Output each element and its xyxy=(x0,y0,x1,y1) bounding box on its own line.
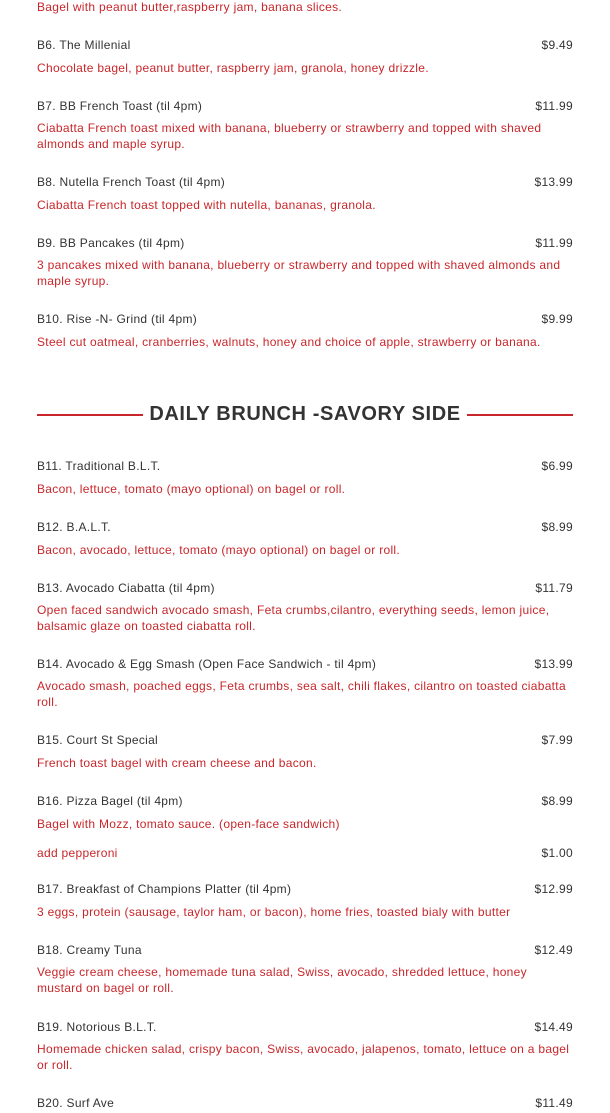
addon-pepperoni[interactable] xyxy=(37,846,573,860)
item-name: B12. B.A.L.T. xyxy=(37,520,111,534)
item-price: $11.79 xyxy=(535,581,573,595)
menu-item-b20[interactable] xyxy=(37,1096,573,1110)
item-description: Avocado smash, poached eggs, Feta crumbs, sea salt, chili flakes, cilantro on toasted ciabatta roll. xyxy=(37,679,566,709)
item-name: B9. BB Pancakes (til 4pm) xyxy=(37,236,185,250)
item-price: $14.49 xyxy=(534,1020,573,1034)
item-description: Homemade chicken salad, crispy bacon, Swiss, avocado, jalapenos, tomato, lettuce on a bagel or roll. xyxy=(37,1042,570,1072)
item-name: B19. Notorious B.L.T. xyxy=(37,1020,157,1034)
item-description: Chocolate bagel, peanut butter, raspberry jam, granola, honey drizzle. xyxy=(37,61,429,75)
menu-item-b17[interactable] xyxy=(37,882,573,921)
item-description: Bacon, lettuce, tomato (mayo optional) on bagel or roll. xyxy=(37,482,346,496)
menu-item-b9[interactable] xyxy=(37,236,573,289)
item-name: B8. Nutella French Toast (til 4pm) xyxy=(37,175,226,189)
item-price: $8.99 xyxy=(541,794,573,808)
item-name: B14. Avocado & Egg Smash (Open Face Sandwich - til 4pm) xyxy=(37,657,377,671)
item-price: $11.49 xyxy=(535,1096,573,1110)
menu-item-b11[interactable] xyxy=(37,459,573,498)
item-description: Bacon, avocado, lettuce, tomato (mayo optional) on bagel or roll. xyxy=(37,543,401,557)
menu-item-b18[interactable] xyxy=(37,943,573,996)
menu-item-b19[interactable] xyxy=(37,1020,573,1073)
item-description: Ciabatta French toast mixed with banana, blueberry or strawberry and topped with shaved almonds and maple syrup. xyxy=(37,121,542,151)
item-price: $12.49 xyxy=(534,943,573,957)
menu-item-b6[interactable] xyxy=(37,38,573,77)
item-name: B18. Creamy Tuna xyxy=(37,943,142,957)
item-name: B11. Traditional B.L.T. xyxy=(37,459,161,473)
item-price: $9.49 xyxy=(541,38,573,52)
item-description: French toast bagel with cream cheese and bacon. xyxy=(37,756,317,770)
section-divider-left xyxy=(37,414,143,416)
item-price: $9.99 xyxy=(541,312,573,326)
item-description: Open faced sandwich avocado smash, Feta crumbs,cilantro, everything seeds, lemon juice, balsamic glaze on toasted ciabatta roll. xyxy=(37,603,550,633)
menu-item-b14[interactable] xyxy=(37,657,573,710)
section-divider-right xyxy=(467,414,573,416)
item-name: B10. Rise -N- Grind (til 4pm) xyxy=(37,312,198,326)
item-price: $12.99 xyxy=(534,882,573,896)
item-name: B17. Breakfast of Champions Platter (til 4pm) xyxy=(37,882,292,896)
item-price: $7.99 xyxy=(541,733,573,747)
item-description: Bagel with peanut butter,raspberry jam, banana slices. xyxy=(37,0,343,14)
item-name: B20. Surf Ave xyxy=(37,1096,115,1110)
addon-price: $1.00 xyxy=(541,846,573,860)
item-price: $8.99 xyxy=(541,520,573,534)
item-description: Ciabatta French toast topped with nutella, bananas, granola. xyxy=(37,198,376,212)
item-price: $13.99 xyxy=(534,175,573,189)
section-header-savory xyxy=(37,403,573,426)
addon-label: add pepperoni xyxy=(37,846,118,860)
item-description: 3 eggs, protein (sausage, taylor ham, or bacon), home fries, toasted bialy with butter xyxy=(37,905,511,919)
item-price: $11.99 xyxy=(535,236,573,250)
item-price: $11.99 xyxy=(535,99,573,113)
menu-item-b13[interactable] xyxy=(37,581,573,634)
menu-item-b12[interactable] xyxy=(37,520,573,559)
item-name: B16. Pizza Bagel (til 4pm) xyxy=(37,794,183,808)
item-description: Steel cut oatmeal, cranberries, walnuts, honey and choice of apple, strawberry or banana. xyxy=(37,335,541,349)
section-title: DAILY BRUNCH -SAVORY SIDE xyxy=(149,403,461,425)
item-name: B15. Court St Special xyxy=(37,733,159,747)
item-description: Veggie cream cheese, homemade tuna salad, Swiss, avocado, shredded lettuce, honey mustard on bagel or roll. xyxy=(37,965,527,995)
menu-item-b10[interactable] xyxy=(37,312,573,351)
item-description: Bagel with Mozz, tomato sauce. (open-face sandwich) xyxy=(37,817,340,831)
item-description: 3 pancakes mixed with banana, blueberry or strawberry and topped with shaved almonds and maple syrup. xyxy=(37,258,561,288)
item-price: $6.99 xyxy=(541,459,573,473)
item-price: $13.99 xyxy=(534,657,573,671)
item-name: B7. BB French Toast (til 4pm) xyxy=(37,99,203,113)
menu-item-b15[interactable] xyxy=(37,733,573,772)
item-name: B13. Avocado Ciabatta (til 4pm) xyxy=(37,581,215,595)
menu-item-b8[interactable] xyxy=(37,175,573,214)
item-name: B6. The Millenial xyxy=(37,38,131,52)
menu-item-b16[interactable] xyxy=(37,794,573,833)
menu-item-b7[interactable] xyxy=(37,99,573,152)
